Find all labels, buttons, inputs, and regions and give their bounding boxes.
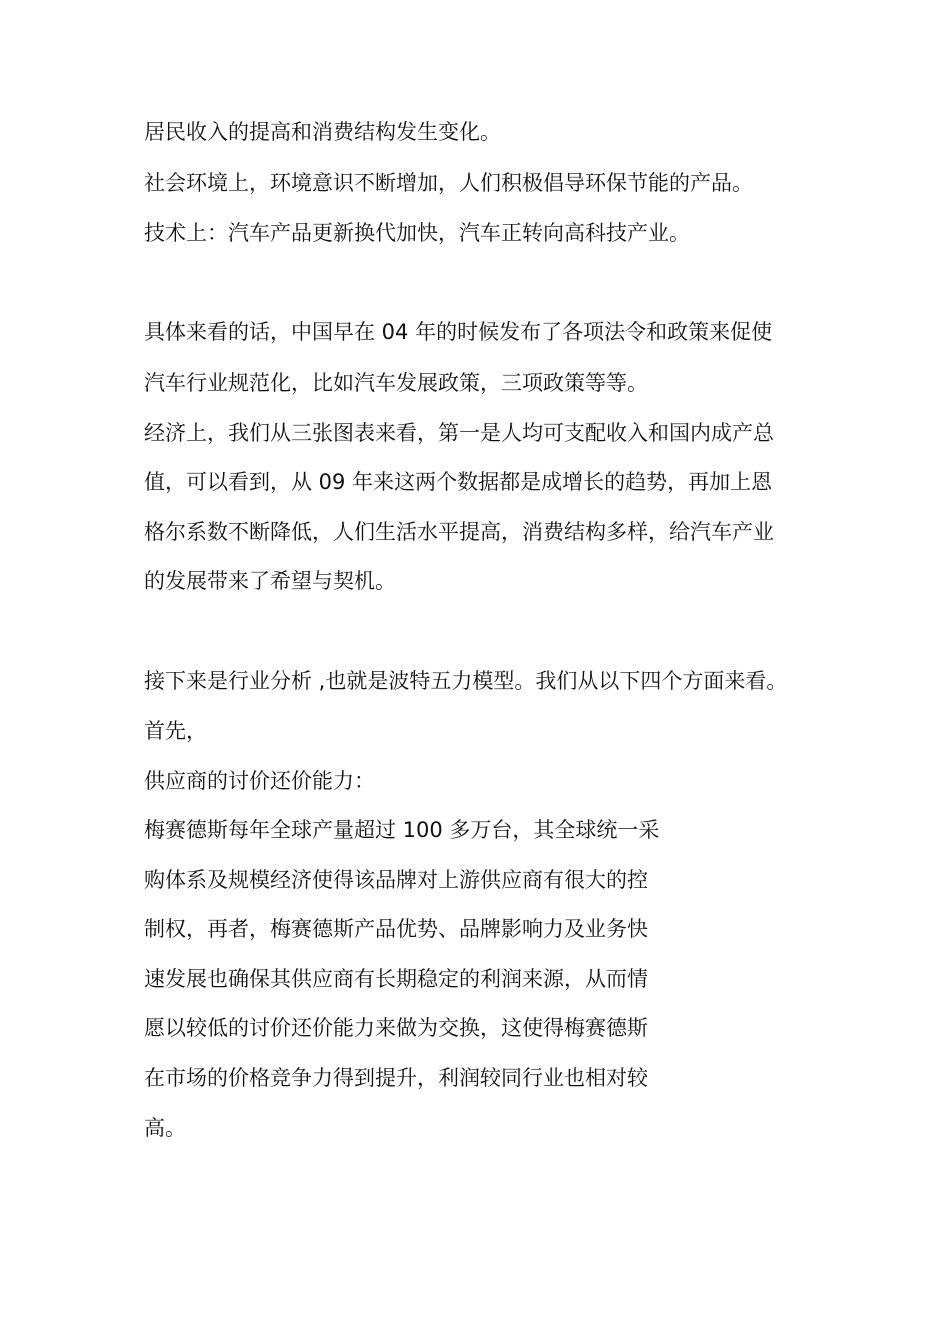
text-line: 社会环境上，环境意识不断增加，人们积极倡导环保节能的产品。 bbox=[144, 171, 753, 195]
text-line: 的发展带来了希望与契机。 bbox=[144, 569, 396, 593]
text-line: 接下来是行业分析 ,也就是波特五力模型。我们从以下四个方面来看。 bbox=[144, 669, 788, 693]
text-line: 愿以较低的讨价还价能力来做为交换，这使得梅赛德斯 bbox=[144, 1016, 648, 1040]
text-line: 高。 bbox=[144, 1116, 186, 1140]
text-line: 购体系及规模经济使得该品牌对上游供应商有很大的控 bbox=[144, 868, 648, 892]
text-line: 经济上，我们从三张图表来看，第一是人均可支配收入和国内成产总 bbox=[144, 421, 774, 445]
text-line: 在市场的价格竞争力得到提升，利润较同行业也相对较 bbox=[144, 1066, 648, 1090]
text-line: 汽车行业规范化，比如汽车发展政策，三项政策等等。 bbox=[144, 371, 648, 395]
text-line: 梅赛德斯每年全球产量超过 100 多万台，其全球统一采 bbox=[144, 818, 660, 842]
text-line: 格尔系数不断降低，人们生活水平提高，消费结构多样，给汽车产业 bbox=[144, 520, 774, 544]
text-line: 制权，再者，梅赛德斯产品优势、品牌影响力及业务快 bbox=[144, 917, 648, 941]
text-line: 居民收入的提高和消费结构发生变化。 bbox=[144, 120, 501, 144]
text-line: 供应商的讨价还价能力： bbox=[144, 769, 375, 793]
text-line: 技术上：汽车产品更新换代加快，汽车正转向高科技产业。 bbox=[144, 221, 690, 245]
text-line: 值，可以看到，从 09 年来这两个数据都是成增长的趋势，再加上恩 bbox=[144, 470, 773, 494]
text-line: 首先， bbox=[144, 719, 207, 743]
text-line: 具体来看的话，中国早在 04 年的时候发布了各项法令和政策来促使 bbox=[144, 320, 773, 344]
text-line: 速发展也确保其供应商有长期稳定的利润来源，从而情 bbox=[144, 967, 648, 991]
